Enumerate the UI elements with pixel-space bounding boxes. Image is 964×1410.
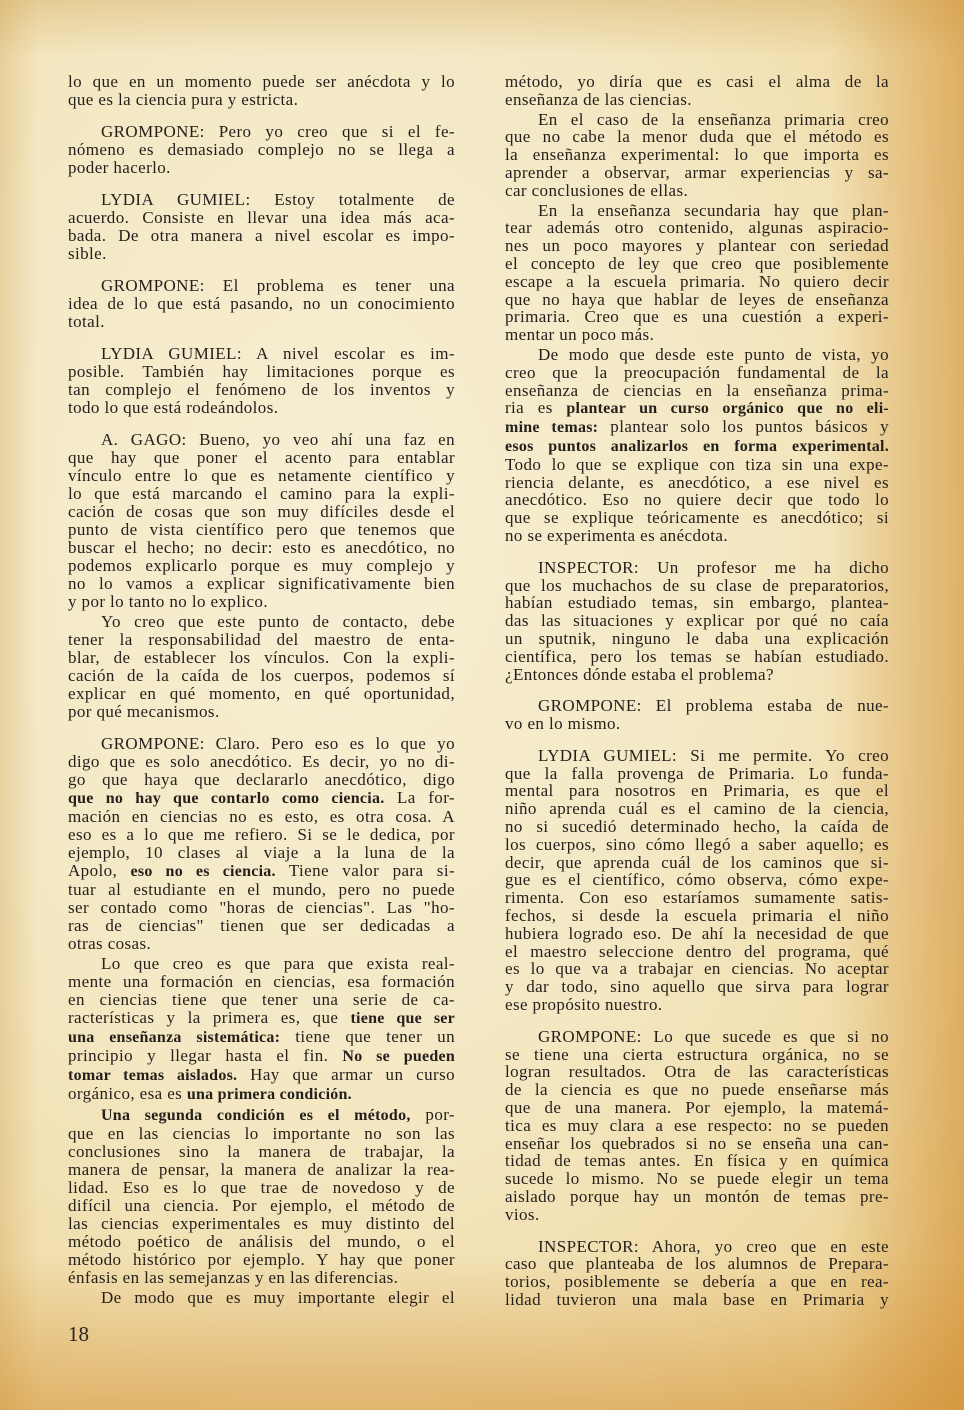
- text-line: mentar un poco más.: [505, 325, 655, 345]
- text-line: conclusiones sino la manera de trabajar, la: [68, 1142, 455, 1161]
- paragraph: [68, 73, 455, 109]
- text-line: nes un poco mayores y plantear con seriedad: [505, 236, 889, 256]
- text-line: enseñar los quebrados si no se enseña una can-: [505, 1133, 889, 1153]
- bold-text: Una segunda condición es el método,: [101, 1107, 411, 1124]
- left-text-column: [68, 73, 455, 1307]
- text-line: que de una manera. Por ejemplo, la matemá-: [505, 1098, 889, 1118]
- text-line: todo lo que está rodeándolos.: [68, 398, 279, 417]
- text-line: Todo lo que se explique con tiza sin una expe-: [505, 454, 889, 474]
- text-line: Lo que creo es que para que exista real-: [101, 954, 455, 973]
- text-line: en ciencias tiene que tener una serie de ca-: [68, 990, 455, 1009]
- text-line: que la falla provenga de Primaria. Lo funda-: [505, 763, 889, 783]
- text-line: primaria. Creo que es una cuestión a experi-: [505, 307, 889, 327]
- paragraph: [505, 747, 889, 1014]
- text-line: método, yo diría que es casi el alma de la: [505, 72, 889, 91]
- text-segment: por-: [410, 1105, 455, 1124]
- text-line: vo en lo mismo.: [505, 714, 621, 734]
- text-line: blar, de establecer los vínculos. Con la expli-: [68, 648, 455, 667]
- text-line: eso es a lo que me refiero. Si se le dedica, por: [68, 825, 455, 844]
- paragraph: [68, 955, 455, 1104]
- text-line: mación en ciencias no es esto, es otra cosa. A: [68, 807, 455, 826]
- text-line: tuar al estudiante en el mundo, pero no puede: [68, 880, 455, 899]
- text-line: LYDIA GUMIEL: Si me permite. Yo creo: [538, 745, 889, 765]
- text-line: punto de vista científico pero que tenemos que: [68, 520, 455, 539]
- text-line: De modo que desde este punto de vista, yo: [538, 344, 889, 364]
- text-line: ese propósito nuestro.: [505, 995, 663, 1015]
- text-line: vínculo entre lo que es netamente científico y: [68, 466, 455, 485]
- text-line: se tiene una cierta estructura orgánica, no se: [505, 1044, 889, 1064]
- text-line: mental para nosotros en Primaria, es que el: [505, 781, 889, 801]
- text-line: tear además otro contenido, algunas aspiracio-: [505, 218, 889, 238]
- text-line: tan complejo el fenómeno de los inventos y: [68, 380, 455, 399]
- text-line: [68, 1009, 455, 1028]
- text-segment: plantear solo los puntos básicos y: [598, 417, 889, 437]
- page-number: 18: [68, 1322, 89, 1346]
- text-segment: ria es: [505, 398, 567, 418]
- text-line: total.: [68, 312, 105, 331]
- text-segment: racterísticas y la primera es, que: [68, 1008, 351, 1027]
- text-line: lidad tuvieron una mala base en Primaria y: [505, 1290, 889, 1309]
- paragraph: [505, 111, 889, 200]
- text-line: sible.: [68, 244, 107, 263]
- text-line: decir, que aprenda cuál de los caminos que si-: [505, 852, 889, 872]
- paragraph: [505, 73, 889, 109]
- paragraph: [505, 697, 889, 733]
- text-line: A. GAGO: Bueno, yo veo ahí una faz en: [101, 430, 455, 449]
- bold-text: No se pueden: [342, 1048, 455, 1065]
- bold-text: que no hay que contarlo como ciencia.: [68, 790, 385, 807]
- text-line: que es la ciencia pura y estricta.: [68, 90, 299, 109]
- text-line: car conclusiones de ellas.: [505, 180, 689, 200]
- text-line: [68, 1028, 455, 1047]
- text-line: aprender a observar, armar experiencias y sa-: [505, 162, 889, 182]
- bold-text: una enseñanza sistemática:: [68, 1029, 281, 1046]
- paragraph: [68, 191, 455, 263]
- text-line: [68, 1047, 455, 1066]
- text-line: [505, 399, 889, 418]
- text-line: que no cabe la menor duda que el método es: [505, 127, 889, 147]
- text-line: [68, 862, 455, 881]
- text-line: Yo creo que este punto de contacto, debe: [101, 612, 455, 631]
- text-line: gue es el científico, cómo observa, cómo expe-: [505, 870, 889, 890]
- text-line: buscar el hecho; no decir: esto es anecdótico, no: [68, 538, 455, 557]
- paragraph: [505, 346, 889, 545]
- text-line: GROMPONE: El problema es tener una: [101, 276, 455, 295]
- text-line: los cuerpos, sino cómo llegó a saber aquello; es: [505, 834, 889, 854]
- text-line: cación de cosas que son muy difíciles desde el: [68, 502, 455, 521]
- text-line: poder hacerlo.: [68, 158, 171, 177]
- bold-text: una primera condición.: [186, 1086, 352, 1103]
- text-line: INSPECTOR: Un profesor me ha dicho: [538, 557, 889, 577]
- text-line: cación de la caída de los cuerpos, podemos sí: [68, 666, 455, 685]
- text-line: de la ciencia es que no puede enseñarse más: [505, 1080, 889, 1100]
- text-line: INSPECTOR: Ahora, yo creo que en este: [538, 1236, 889, 1256]
- paragraph: [68, 735, 455, 953]
- text-line: bada. De otra manera a nivel escolar es impo-: [68, 226, 455, 245]
- text-line: mente una formación en ciencias, esa formación: [68, 972, 455, 991]
- text-line: por qué mecanismos.: [68, 702, 220, 721]
- paragraph: [505, 1238, 889, 1309]
- text-segment: Tiene valor para si-: [275, 861, 455, 880]
- paragraph: [68, 1289, 455, 1307]
- text-line: no lo vamos a explicar significativamente bien: [68, 574, 455, 593]
- text-line: niño aprenda cuál es el camino de la ciencia,: [505, 799, 889, 819]
- text-line: que se explique teóricamente es anecdótico; si: [505, 508, 889, 528]
- paragraph: [68, 431, 455, 611]
- text-line: que hay que poner el acento para entablar: [68, 448, 455, 467]
- text-line: rimenta. Con eso estaríamos sumamente satis-: [505, 888, 889, 908]
- text-line: vios.: [505, 1204, 540, 1224]
- text-line: creo que la preocupación fundamental de la: [505, 362, 889, 382]
- text-line: el maestro seleccione dentro del programa, qué: [505, 941, 889, 961]
- text-line: GROMPONE: Claro. Pero eso es lo que yo: [101, 734, 455, 753]
- text-line: logran resultados. Otra de las características: [505, 1062, 889, 1082]
- paragraph: [68, 123, 455, 177]
- paragraph: [68, 613, 455, 721]
- paragraph: [505, 1028, 889, 1224]
- text-line: sucede lo mismo. No se puede elegir un tema: [505, 1169, 889, 1189]
- text-segment: orgánico, esa es: [68, 1084, 187, 1103]
- text-line: lo que en un momento puede ser anécdota y lo: [68, 72, 455, 91]
- text-line: hubiera logrado eso. De ahí la necesidad de que: [505, 923, 889, 943]
- paragraph: [68, 277, 455, 331]
- text-line: que en las ciencias lo importante no son las: [68, 1124, 455, 1143]
- text-line: fechos, si desde la escuela primaria el niño: [505, 906, 889, 926]
- text-line: otras cosas.: [68, 934, 152, 953]
- text-segment: principio y llegar hasta el fin.: [68, 1046, 343, 1065]
- text-line: énfasis en las semejanzas y en las diferencias.: [68, 1268, 399, 1287]
- text-line: explicar en qué momento, en qué oportunidad,: [68, 684, 455, 703]
- text-line: y por lo tanto no lo explico.: [68, 592, 268, 611]
- text-line: manera de pensar, la manera de analizar la rea-: [68, 1160, 455, 1179]
- text-line: y dar todo, sino aquello que sirva para lograr: [505, 977, 889, 997]
- text-segment: Hay que armar un curso: [237, 1065, 455, 1084]
- text-line: torios, posiblemente se debería a que en rea-: [505, 1272, 889, 1292]
- text-line: anecdótico. Eso no quiere decir que todo lo: [505, 490, 889, 510]
- text-line: [505, 437, 889, 456]
- text-line: [68, 1106, 455, 1125]
- text-line: que los muchachos de su clase de preparatorios,: [505, 575, 889, 595]
- text-line: idea de lo que está pasando, no un conocimiento: [68, 294, 455, 313]
- text-line: lo que está marcando el camino para la expli-: [68, 484, 455, 503]
- text-line: lidad. Eso es lo que trae de novedoso y de: [68, 1178, 455, 1197]
- text-line: [68, 1085, 455, 1104]
- text-line: GROMPONE: El problema estaba de nue-: [538, 696, 889, 716]
- text-line: riencia delante, es anecdótico, a ese nivel es: [505, 472, 889, 492]
- paragraph: [505, 559, 889, 684]
- text-line: acuerdo. Consiste en llevar una idea más aca-: [68, 208, 455, 227]
- paragraph: [505, 202, 889, 344]
- text-line: método histórico por ejemplo. Y hay que poner: [68, 1250, 455, 1269]
- text-segment: La for-: [384, 788, 455, 807]
- text-line: [68, 789, 455, 808]
- text-line: método poético de análisis del mundo, o el: [68, 1232, 455, 1251]
- text-line: enseñanza de las ciencias.: [505, 89, 692, 109]
- text-line: tica es muy clara a ese respecto: no se pueden: [505, 1115, 889, 1135]
- text-line: es lo que va a trabajar en ciencias. No aceptar: [505, 959, 889, 979]
- paragraph: [68, 345, 455, 417]
- text-line: ejemplo, 10 clases al viaje a la luna de la: [68, 843, 455, 862]
- text-line: el concepto de ley que creo que posiblemente: [505, 253, 889, 273]
- bold-text: mine temas:: [505, 419, 599, 437]
- text-line: LYDIA GUMIEL: Estoy totalmente de: [101, 190, 455, 209]
- text-line: caso que planteaba de los alumnos de Prepara-: [505, 1254, 889, 1274]
- text-line: habían estudiado temas, sin embargo, plantea-: [505, 593, 889, 613]
- text-line: ras de ciencias" tienen que ser dedicadas a: [68, 916, 455, 935]
- text-line: LYDIA GUMIEL: A nivel escolar es im-: [101, 344, 455, 363]
- text-line: posible. También hay limitaciones porque es: [68, 362, 455, 381]
- bold-text: tomar temas aislados.: [68, 1067, 238, 1084]
- text-line: no si sucedió determinado hecho, la caída de: [505, 817, 889, 837]
- text-line: ¿Entonces dónde estaba el problema?: [505, 664, 774, 684]
- text-line: un sputnik, ninguno le daba una explicación: [505, 628, 889, 648]
- text-line: go que haya que declararlo anecdótico, digo: [68, 770, 455, 789]
- text-segment: tiene que tener un: [280, 1027, 455, 1046]
- text-line: aislado porque hay un montón de temas pre-: [505, 1187, 889, 1207]
- bold-text: esos puntos analizarlos en forma experimental.: [505, 437, 889, 455]
- bold-text: tiene que ser: [350, 1010, 455, 1027]
- text-line: no se experimenta es anécdota.: [505, 525, 728, 545]
- text-line: difícil una ciencia. Por ejemplo, el método de: [68, 1196, 455, 1215]
- text-line: tener la responsabilidad del maestro de enta-: [68, 630, 455, 649]
- text-line: En el caso de la enseñanza primaria creo: [538, 109, 889, 129]
- text-line: científica, pero los temas se habían estudiado.: [505, 646, 889, 666]
- text-line: la enseñanza experimental: lo que importa es: [505, 145, 889, 165]
- text-line: das las situaciones y explicar por qué no caía: [505, 611, 889, 631]
- text-line: tidad de temas antes. En física y en química: [505, 1151, 889, 1171]
- text-segment: Apolo,: [68, 861, 131, 880]
- text-line: podemos explicarlo porque es muy complejo y: [68, 556, 455, 575]
- text-line: [68, 1066, 455, 1085]
- text-line: digo que es solo anecdótico. Es decir, yo no di-: [68, 752, 455, 771]
- text-line: GROMPONE: Lo que sucede es que si no: [538, 1026, 889, 1046]
- text-line: escape a la escuela primaria. No quiero decir: [505, 271, 889, 291]
- text-line: De modo que es muy importante elegir el: [101, 1288, 455, 1307]
- right-text-column: [505, 73, 889, 1309]
- text-line: En la enseñanza secundaria hay que plan-: [538, 200, 889, 220]
- bold-text: eso no es ciencia.: [130, 863, 276, 880]
- text-line: [505, 418, 889, 437]
- text-line: GROMPONE: Pero yo creo que si el fe-: [101, 122, 455, 141]
- text-line: enseñanza de ciencias en la enseñanza prima-: [505, 380, 889, 400]
- paragraph: [68, 1106, 455, 1287]
- bold-text: plantear un curso orgánico que no eli-: [566, 400, 889, 418]
- text-line: las ciencias experimentales es muy distinto del: [68, 1214, 455, 1233]
- text-line: nómeno es demasiado complejo no se llega a: [68, 140, 455, 159]
- text-line: que no haya que hablar de leyes de enseñanza: [505, 289, 889, 309]
- text-line: ser contado como "horas de ciencias". Las "ho-: [68, 898, 455, 917]
